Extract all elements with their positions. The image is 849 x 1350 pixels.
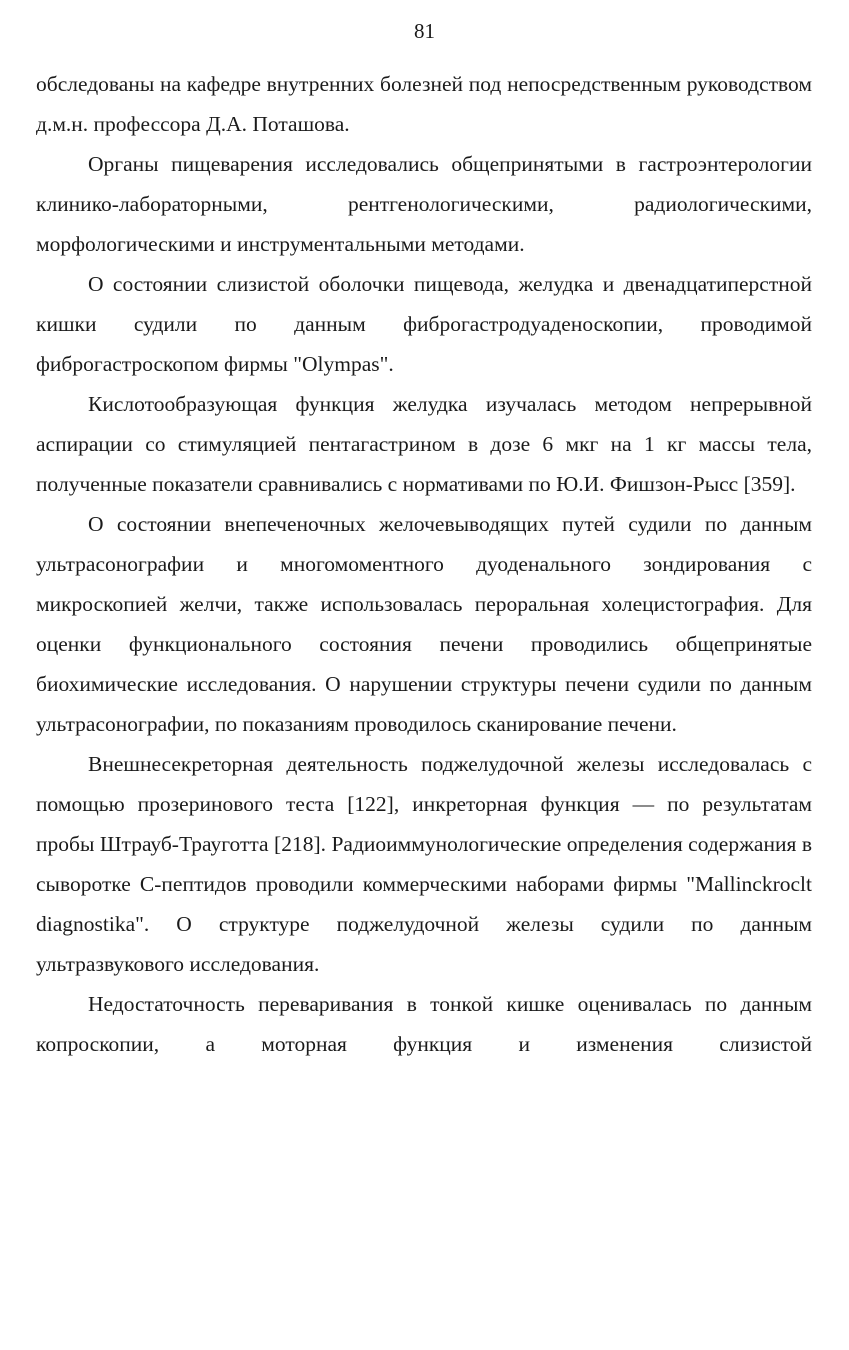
paragraph: О состоянии слизистой оболочки пищевода, желудка и двенадцатиперстной кишки судили по данным фиброгастродуаденоскопии, проводимой фиброгастроскопом фирмы "Olympas". xyxy=(36,272,812,376)
paragraph: О состоянии внепеченочных желочевыводящих путей судили по данным ультрасонографии и многомоментного дуоденального зондирования с микроскопией желчи, также использовалась пероральная холецистография. Для оценки функционального состояния печени проводились общепринятые биохимические исследования. О нарушении структуры печени судили по данным ультрасонографии, по показаниям проводилось сканирование печени. xyxy=(36,512,812,736)
paragraph: Недостаточность переваривания в тонкой кишке оценивалась по данным копроскопии, а моторная функция и изменения слизистой xyxy=(36,992,812,1056)
paragraph: Органы пищеварения исследовались общепринятыми в гастроэнтерологии клинико-лабораторными, рентгенологическими, радиологическими, морфологическими и инструментальными методами. xyxy=(36,152,812,256)
page-number: 81 xyxy=(414,19,435,43)
paragraph: Внешнесекреторная деятельность поджелудочной железы исследовалась с помощью прозеринового теста [122], инкреторная функция — по результатам пробы Штрауб-Трауготта [218]. Радиоиммунологические определения содержания в сыворотке С-пептидов проводили коммерческими наборами фирмы "Mallinckroclt diagnostika". О структуре поджелудочной железы судили по данным ультразвукового исследования. xyxy=(36,752,812,976)
body-text xyxy=(36,64,812,1064)
paragraph: Кислотообразующая функция желудка изучалась методом непрерывной аспирации со стимуляцией пентагастрином в дозе 6 мкг на 1 кг массы тела, полученные показатели сравнивались с нормативами по Ю.И. Фишзон-Рысс [359]. xyxy=(36,392,812,496)
paragraph: обследованы на кафедре внутренних болезней под непосредственным руководством д.м.н. профессора Д.А. Поташова. xyxy=(36,72,812,136)
